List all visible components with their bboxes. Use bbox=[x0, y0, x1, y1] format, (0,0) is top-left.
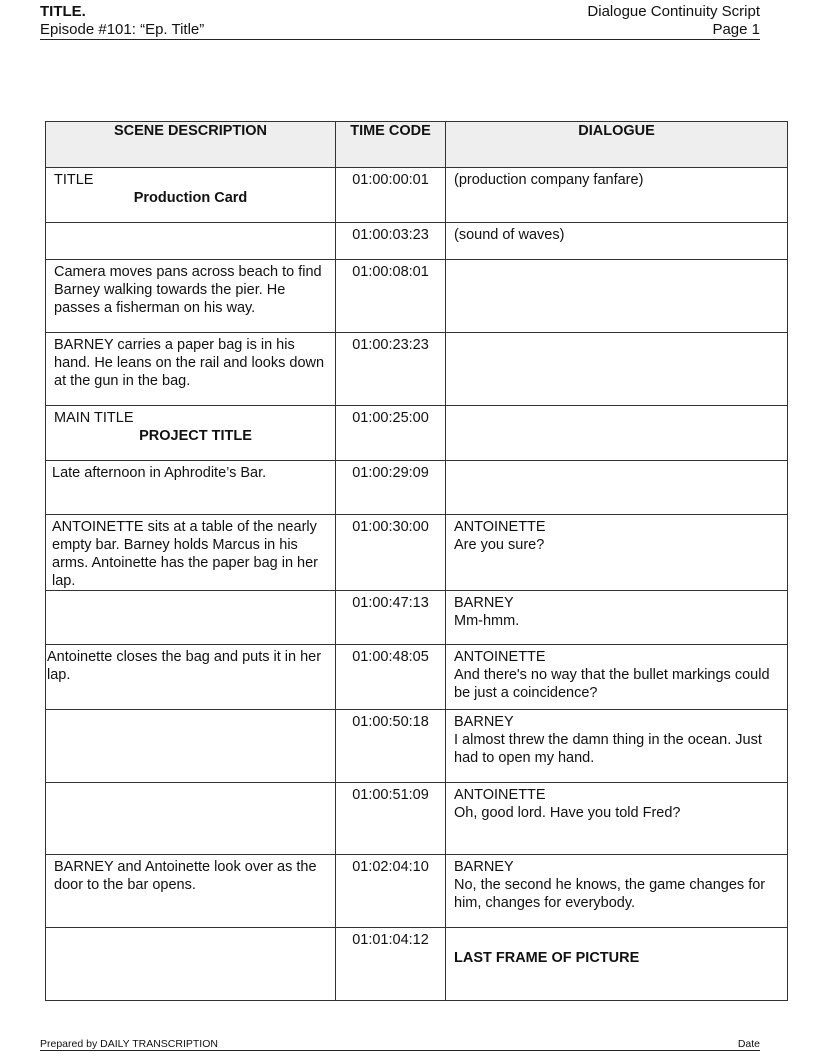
timecode-cell bbox=[336, 855, 446, 928]
dialogue-text: And there's no way that the bullet markings could be just a coincidence? bbox=[454, 667, 770, 701]
dialogue-text: No, the second he knows, the game changes for him, changes for everybody. bbox=[454, 877, 766, 911]
scene-cell bbox=[46, 515, 336, 591]
date-label: Date bbox=[737, 1038, 760, 1050]
scene-cell bbox=[46, 855, 336, 928]
timecode: 01:00:48:05 bbox=[352, 649, 429, 665]
scene-text bbox=[46, 710, 335, 713]
dialogue-cell bbox=[446, 855, 788, 928]
dialogue-cell bbox=[446, 333, 788, 406]
table-row bbox=[46, 168, 788, 223]
last-frame-label: LAST FRAME OF PICTURE bbox=[454, 950, 640, 966]
dialogue-cell bbox=[446, 515, 788, 591]
timecode: 01:00:51:09 bbox=[352, 787, 429, 803]
dialogue-text: I almost threw the damn thing in the ocean. Just had to open my hand. bbox=[454, 732, 762, 766]
timecode-cell bbox=[336, 168, 446, 223]
table-row bbox=[46, 645, 788, 710]
dialogue-text bbox=[446, 260, 787, 263]
table-row bbox=[46, 855, 788, 928]
timecode-cell bbox=[336, 515, 446, 591]
scene-text: MAIN TITLE bbox=[54, 410, 134, 426]
header-row-bottom bbox=[40, 21, 760, 40]
scene-text: BARNEY and Antoinette look over as the door to the bar opens. bbox=[54, 859, 317, 893]
table-row bbox=[46, 515, 788, 591]
scene-text bbox=[46, 928, 335, 931]
scene-card: PROJECT TITLE bbox=[139, 428, 252, 444]
timecode-cell bbox=[336, 223, 446, 260]
scene-text bbox=[46, 223, 335, 226]
speaker-name: BARNEY bbox=[454, 714, 514, 730]
scene-cell bbox=[46, 591, 336, 645]
timecode: 01:01:04:12 bbox=[352, 932, 429, 948]
timecode-cell bbox=[336, 928, 446, 1001]
scene-text: Late afternoon in Aphrodite’s Bar. bbox=[52, 465, 267, 481]
scene-cell bbox=[46, 168, 336, 223]
timecode-cell bbox=[336, 783, 446, 855]
timecode: 01:00:47:13 bbox=[352, 595, 429, 611]
speaker-name: BARNEY bbox=[454, 595, 514, 611]
table-row bbox=[46, 461, 788, 515]
speaker-name: ANTOINETTE bbox=[454, 519, 546, 535]
timecode: 01:02:04:10 bbox=[352, 859, 429, 875]
dialogue-text bbox=[446, 333, 787, 336]
episode-label: Episode #101: “Ep. Title” bbox=[40, 21, 205, 38]
scene-card: Production Card bbox=[133, 190, 248, 206]
scene-cell bbox=[46, 461, 336, 515]
timecode-cell bbox=[336, 591, 446, 645]
page-header bbox=[40, 3, 760, 40]
scene-cell bbox=[46, 333, 336, 406]
table-row bbox=[46, 928, 788, 1001]
timecode-cell bbox=[336, 645, 446, 710]
timecode-cell bbox=[336, 260, 446, 333]
dialogue-cell bbox=[446, 710, 788, 783]
dialogue-text bbox=[446, 406, 787, 409]
table-header-row bbox=[46, 122, 788, 168]
dialogue-text: Mm-hmm. bbox=[454, 613, 520, 629]
page-footer bbox=[40, 1037, 760, 1051]
header-row-top bbox=[40, 3, 760, 21]
scene-cell bbox=[46, 928, 336, 1001]
dialogue-cell bbox=[446, 928, 788, 1001]
dialogue-text: (sound of waves) bbox=[454, 227, 565, 243]
timecode-cell bbox=[336, 710, 446, 783]
speaker-name: ANTOINETTE bbox=[454, 787, 546, 803]
timecode: 01:00:00:01 bbox=[352, 172, 429, 188]
table-row bbox=[46, 223, 788, 260]
timecode-cell bbox=[336, 406, 446, 461]
continuity-table bbox=[45, 121, 788, 1001]
timecode: 01:00:03:23 bbox=[352, 227, 429, 243]
document-type: Dialogue Continuity Script bbox=[587, 3, 760, 20]
table-row bbox=[46, 333, 788, 406]
timecode: 01:00:25:00 bbox=[352, 410, 429, 426]
scene-cell bbox=[46, 710, 336, 783]
dialogue-cell bbox=[446, 223, 788, 260]
dialogue-cell bbox=[446, 783, 788, 855]
dialogue-cell bbox=[446, 260, 788, 333]
scene-text bbox=[46, 591, 335, 594]
script-title: TITLE. bbox=[40, 3, 86, 20]
dialogue-text bbox=[446, 461, 787, 464]
speaker-name: BARNEY bbox=[454, 859, 514, 875]
scene-cell bbox=[46, 260, 336, 333]
scene-text: Camera moves pans across beach to find Barney walking towards the pier. He passes a fisherman on his way. bbox=[54, 264, 322, 316]
column-header-dialogue: DIALOGUE bbox=[446, 122, 788, 168]
table-row bbox=[46, 591, 788, 645]
timecode-cell bbox=[336, 333, 446, 406]
scene-cell bbox=[46, 406, 336, 461]
timecode-cell bbox=[336, 461, 446, 515]
dialogue-text: Oh, good lord. Have you told Fred? bbox=[454, 805, 681, 821]
scene-text: BARNEY carries a paper bag is in his hand. He leans on the rail and looks down at the gun in the bag. bbox=[54, 337, 325, 389]
scene-cell bbox=[46, 645, 336, 710]
table-row bbox=[46, 260, 788, 333]
dialogue-cell bbox=[446, 461, 788, 515]
scene-text: Antoinette closes the bag and puts it in her lap. bbox=[47, 649, 322, 683]
scene-text: ANTOINETTE sits at a table of the nearly empty bar. Barney holds Marcus in his arms. Antoinette has the paper bag in her lap. bbox=[52, 519, 319, 589]
table-row bbox=[46, 783, 788, 855]
timecode: 01:00:23:23 bbox=[352, 337, 429, 353]
dialogue-cell bbox=[446, 645, 788, 710]
footer-rule bbox=[40, 1050, 760, 1051]
column-header-scene: SCENE DESCRIPTION bbox=[46, 122, 336, 168]
timecode: 01:00:29:09 bbox=[352, 465, 429, 481]
timecode: 01:00:50:18 bbox=[352, 714, 429, 730]
dialogue-cell bbox=[446, 168, 788, 223]
dialogue-cell bbox=[446, 591, 788, 645]
prepared-by: Prepared by DAILY TRANSCRIPTION bbox=[40, 1038, 218, 1050]
table-row bbox=[46, 710, 788, 783]
column-header-timecode: TIME CODE bbox=[336, 122, 446, 168]
timecode: 01:00:30:00 bbox=[352, 519, 429, 535]
dialogue-text: Are you sure? bbox=[454, 537, 545, 553]
scene-text: TITLE bbox=[54, 172, 94, 188]
timecode: 01:00:08:01 bbox=[352, 264, 429, 280]
table-row bbox=[46, 406, 788, 461]
page-number: Page 1 bbox=[712, 21, 760, 38]
scene-cell bbox=[46, 223, 336, 260]
dialogue-text: (production company fanfare) bbox=[454, 172, 644, 188]
scene-text bbox=[46, 783, 335, 786]
scene-cell bbox=[46, 783, 336, 855]
speaker-name: ANTOINETTE bbox=[454, 649, 546, 665]
dialogue-cell bbox=[446, 406, 788, 461]
